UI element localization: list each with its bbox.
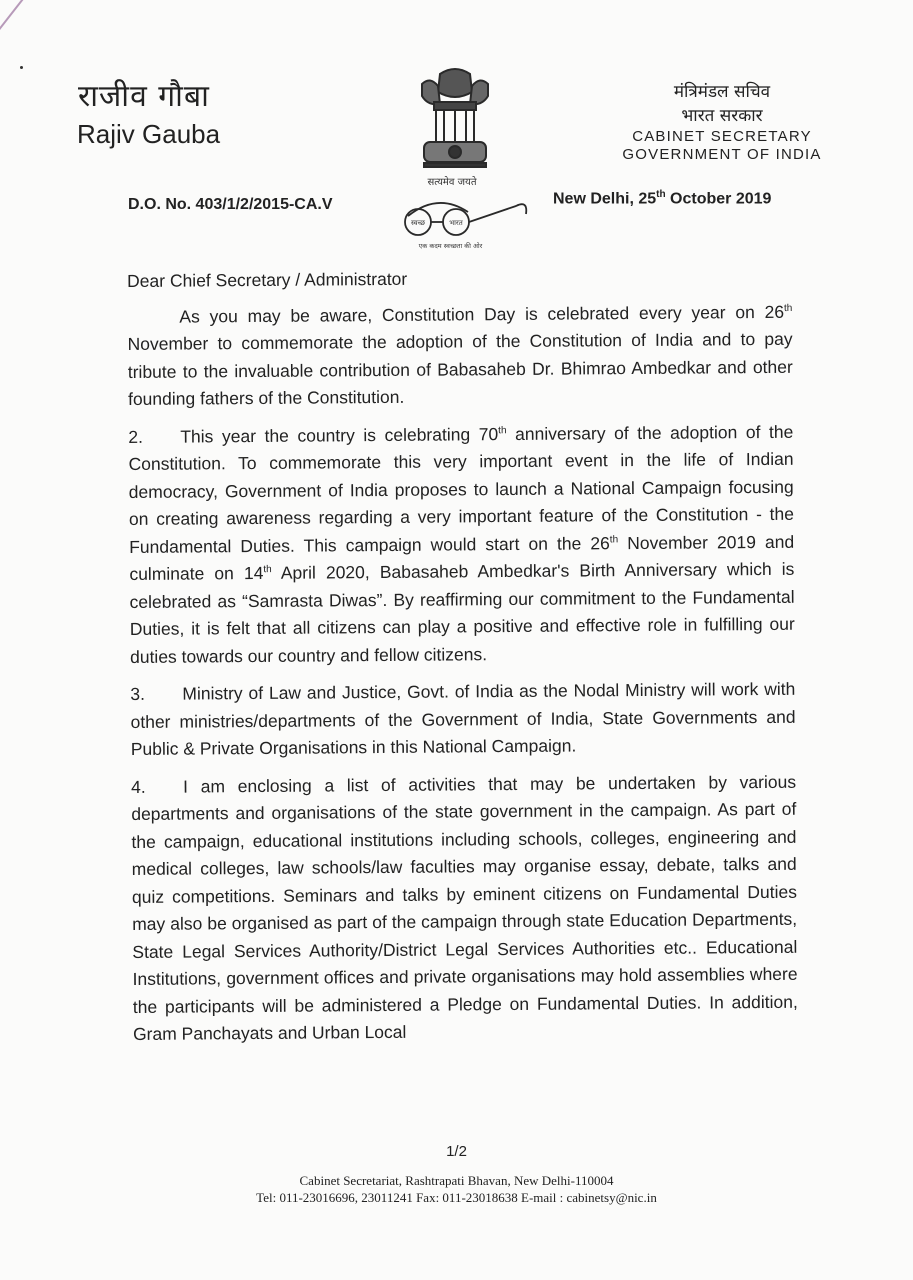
designation-block [612,80,832,164]
date-month-year: October 2019 [665,190,772,208]
sender-name-english: Rajiv Gauba [77,119,221,149]
national-emblem-icon [410,62,500,174]
footer-contact: Tel: 011-23016696, 23011241 Fax: 011-23018638 E-mail : cabinetsy@nic.in [256,1190,657,1205]
text: This year the country is celebrating 70 [180,423,499,447]
letter-body [127,263,798,1059]
text: November 2019 and culminate on 14 [129,531,795,584]
text: Ministry of Law and Justice, Govt. of India as the Nodal Ministry will work with other ministries/departments of the Government of India, State Governments and Public & Private Organisations in this National Campaign. [130,678,796,759]
ink-dot [20,66,23,69]
page-number: 1/2 [446,1143,467,1160]
text: As you may be aware, Constitution Day is celebrated every year on 26 [179,301,785,327]
swachh-right-label: भारत [449,220,463,227]
text: November to commemorate the adoption of the Constitution of India and to pay tribute to the invaluable contribution of Babasaheb Dr. Bhimrao Ambedkar and other founding fathers of the Constitution. [127,328,793,409]
footer-address-block [0,1172,913,1206]
paragraph-number: 4. [130,776,146,797]
swachh-left-label: स्वच्छ [410,220,426,227]
superscript: th [783,302,793,314]
paragraph-number: 2. [128,426,144,447]
paragraph-3 [130,676,796,764]
paragraph-1 [127,298,793,413]
designation-english: CABINET SECRETARY [632,128,812,145]
paragraph-4 [131,768,798,1048]
government-english: GOVERNMENT OF INDIA [622,146,822,163]
paragraph-2 [128,418,795,671]
date-place: New Delhi, 25 [553,190,657,208]
superscript: th [263,564,272,576]
government-hindi: भारत सरकार [681,106,763,126]
sender-name-hindi: राजीव गौबा [78,79,210,114]
swachh-tagline: एक कदम स्वच्छता की ओर [418,242,483,250]
paragraph-number: 3. [130,683,146,704]
text: anniversary of the adoption of the Constitution. To commemorate this very important event in the life of Indian democracy, Government of India proposes to launch a National Campaign focusing on creating awareness regarding a very important feature of the Constitution - the Fundamental Duties. This campaign would start on the 26 [128,421,795,557]
superscript: th [609,533,619,545]
emblem-motto: सत्यमेव जयते [427,177,477,188]
designation-hindi: मंत्रिमंडल सचिव [673,82,771,102]
letter-date [553,189,771,208]
date-suffix: th [656,189,666,200]
text: I am enclosing a list of activities that may be undertaken by various departments and organisations of the state government in the campaign. As part of the campaign, educational institutions including schools, colleges, engineering and medical colleges, law schools/law faculties may organise essay, debate, talks and quiz competitions. Seminars and talks by eminent citizens on Fundamental Duties may also be organised as part of the campaign through state Education Departments, State Legal Services Authority/District Legal Services Authorities etc.. Educational Institutions, government offices and private organisations may hold assemblies where the participants will be administered a Pledge on Fundamental Duties. In addition, Gram Panchayats and Urban Local [131,771,798,1044]
salutation: Dear Chief Secretary / Administrator [127,268,408,291]
do-number: D.O. No. 403/1/2/2015-CA.V [128,196,333,213]
text: April 2020, Babasaheb Ambedkar's Birth Anniversary which is celebrated as “Samrasta Diwas”. By reaffirming our commitment to the Fundamental Duties, it is felt that all citizens can play a positive and effective role in fulfilling our duties towards our country and fellow citizens. [129,558,795,667]
pen-mark [0,0,58,41]
superscript: th [498,424,507,436]
footer-address: Cabinet Secretariat, Rashtrapati Bhavan, New Delhi-110004 [299,1173,614,1188]
